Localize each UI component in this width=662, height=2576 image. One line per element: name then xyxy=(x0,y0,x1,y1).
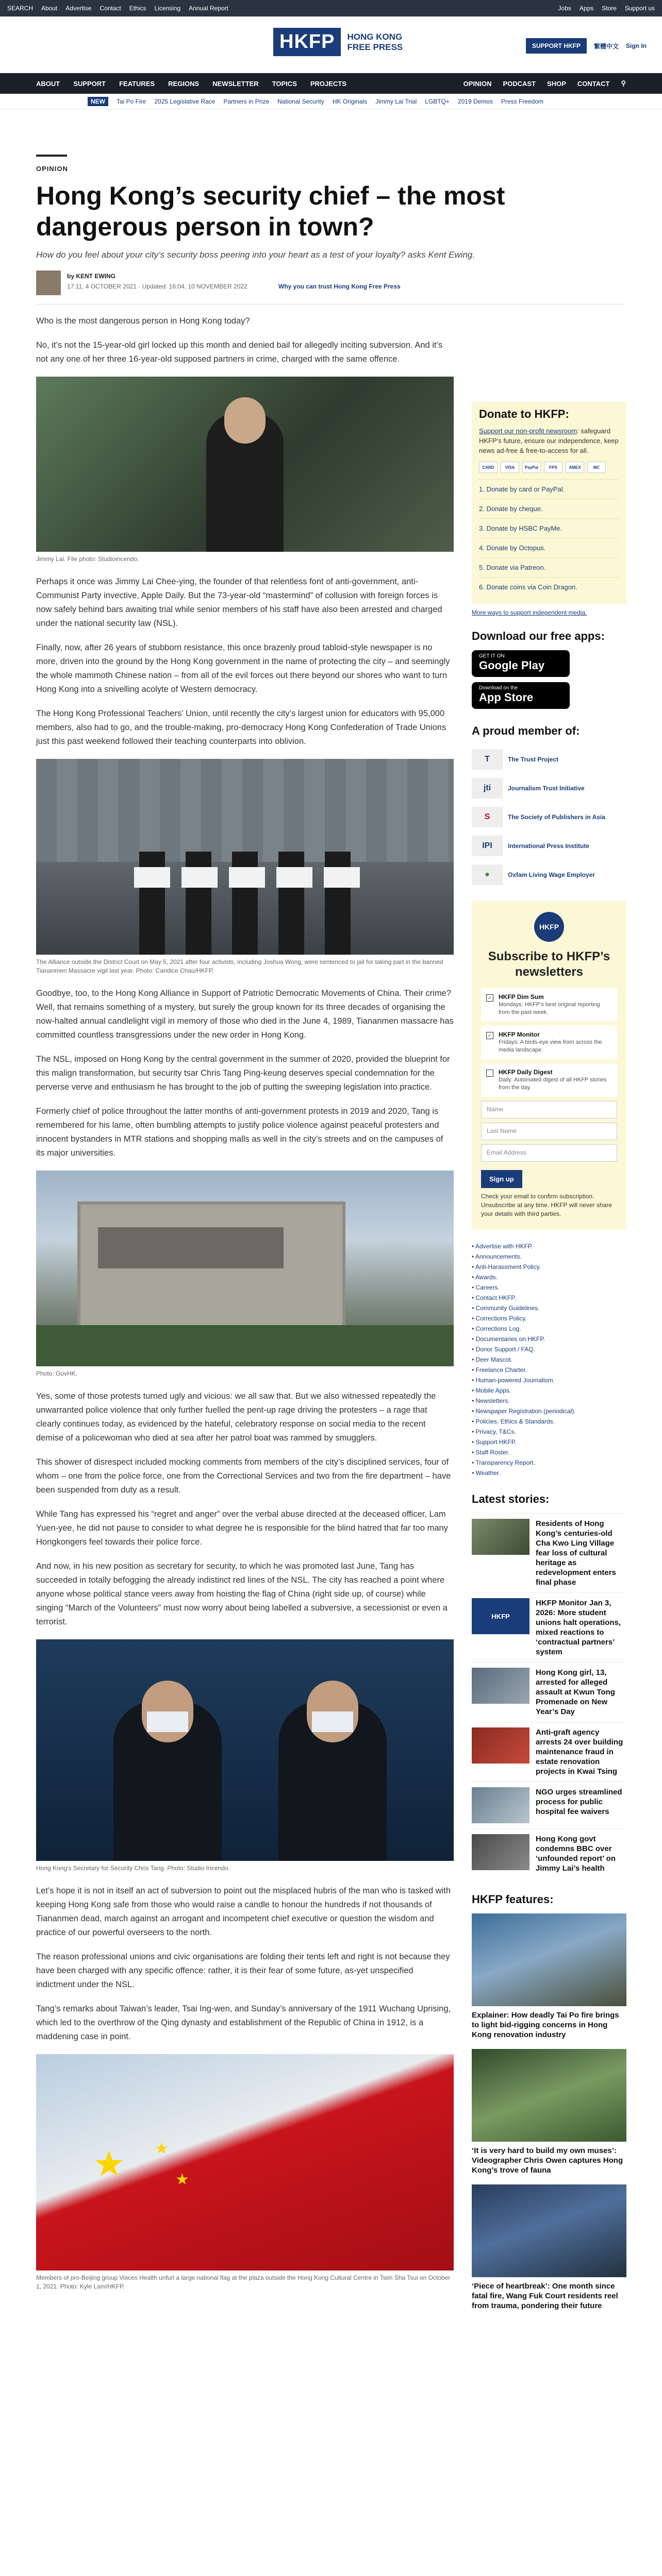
nav-item-regions[interactable]: REGIONS xyxy=(168,79,200,88)
payment-card-icon: CARD xyxy=(479,462,498,473)
caption: Hong Kong’s Secretary for Security Chris Tang. Photo: Studio Incendo. xyxy=(36,1865,230,1872)
donate-option[interactable]: 1. Donate by card or PayPal. xyxy=(479,479,619,499)
member-trust-project[interactable]: T The Trust Project xyxy=(472,745,626,774)
donate-option[interactable]: 3. Donate by HSBC PayMe. xyxy=(479,518,619,538)
trust-project-icon: T xyxy=(472,749,503,770)
top-link-advertise[interactable]: Advertise xyxy=(65,5,92,12)
logo-wordmark: HONG KONG FREE PRESS xyxy=(347,31,403,52)
donate-option[interactable]: 2. Donate by cheque. xyxy=(479,499,619,518)
story-thumb[interactable]: HKFP xyxy=(472,1598,529,1634)
subscribe-title: Subscribe to HKFP’s newsletters xyxy=(488,950,610,979)
site-link[interactable]: • Weather. xyxy=(472,1468,626,1478)
main-nav xyxy=(0,73,662,94)
site-link[interactable]: • Deer Mascot. xyxy=(472,1354,626,1365)
site-link[interactable]: • Freelance Charter. xyxy=(472,1365,626,1375)
photo-national-flag[interactable] xyxy=(36,2054,454,2270)
nav-item-podcast[interactable]: PODCAST xyxy=(503,79,536,88)
site-link[interactable]: • Corrections Policy. xyxy=(472,1313,626,1324)
top-link-support[interactable]: Support us xyxy=(624,5,655,12)
feature-image[interactable] xyxy=(472,2184,626,2277)
newsletter-option[interactable]: HKFP Daily Digest Daily: Automated digest of all HKFP stories from the day. xyxy=(481,1063,617,1097)
latest-story[interactable]: Hong Kong govt condemns BBC over ‘unfounded report’ on Jimmy Lai’s health xyxy=(472,1828,626,1878)
last-name-input[interactable]: Last Name xyxy=(481,1123,617,1140)
trending-link[interactable]: Jimmy Lai Trial xyxy=(375,98,417,105)
email-input[interactable]: Email Address xyxy=(481,1144,617,1162)
nav-item-shop[interactable]: SHOP xyxy=(547,79,566,88)
paragraph: Perhaps it once was Jimmy Lai Chee-ying, the founder of that relentless font of anti-government, anti-Communist Party invective, Apple Daily. But the 73-year-old “mastermind” of collusion with foreign forces is now safely behind bars awaiting trial while senior members of his staff have also been arrested and charged under the national security law (NSL). xyxy=(36,577,442,628)
nav-item-support[interactable]: SUPPORT xyxy=(73,79,106,88)
top-link-apps[interactable]: Apps xyxy=(579,5,594,12)
trust-link[interactable]: Why you can trust Hong Kong Free Press xyxy=(278,283,401,290)
logo-mark: HKFP xyxy=(273,28,341,56)
paragraph: Tang’s remarks about Taiwan’s leader, Tsai Ing-wen, and Sunday’s anniversary of the 1911 Wuchang Uprising, which led to the overthrow of the Qing dynasty and establishment of the Republic of China in 1912, is a maddening case in point. xyxy=(36,2004,451,2041)
feature-story[interactable]: ‘It is very hard to build my own muses’: Videographer Chris Owen captures Hong Kong’s trove of fauna xyxy=(472,2049,626,2175)
language-switch[interactable]: 繁體中文 xyxy=(593,42,619,50)
figure xyxy=(36,1171,454,1378)
nav-item-projects[interactable]: PROJECTS xyxy=(310,79,346,88)
paragraph: And now, in his new position as secretary for security, to which he was promoted last June, Tang has succeeded in totally befogging the already indistinct red lines of the NSL. The city has reached a point where anyone whose political stance veers away from hoisting the flag of China (right side up, of course) while singing “March of the Volunteers” must now worry about being labelled a subversive, a secessionist or even a terrorist. xyxy=(36,1562,448,1626)
trending-link[interactable]: 2025 Legislative Race xyxy=(154,98,216,105)
feature-image[interactable] xyxy=(472,2049,626,2142)
trending-link[interactable]: HK Originals xyxy=(332,98,368,105)
sidebar xyxy=(472,402,626,2320)
site-link[interactable]: • Staff Roster. xyxy=(472,1447,626,1458)
nav-item-newsletter[interactable]: NEWSLETTER xyxy=(212,79,259,88)
photo-chris-tang[interactable] xyxy=(36,1639,454,1861)
article-body xyxy=(36,314,454,2302)
top-link-search[interactable]: SEARCH xyxy=(7,5,34,12)
donate-title: Donate to HKFP: xyxy=(479,408,569,420)
caption: Jimmy Lai. File photo: Studioincendo. xyxy=(36,555,139,563)
checkbox[interactable] xyxy=(486,1070,493,1077)
site-link[interactable]: • Support HKFP. xyxy=(472,1437,626,1447)
paragraph: While Tang has expressed his “regret and anger” over the verbal abuse directed at the deceased officer, Lam Yuen-yee, he did not pause to consider to what degree he is responsible for the blind hatred that far too many Hongkongers feel towards their police force. xyxy=(36,1510,448,1547)
trending-link[interactable]: National Security xyxy=(277,98,324,105)
latest-story[interactable]: HKFP HKFP Monitor Jan 3, 2026: More student unions halt operations, mixed reactions to ‘contractual partners’ system xyxy=(472,1592,626,1662)
proud-title: A proud member of: xyxy=(472,724,580,737)
paragraph: Let’s hope it is not in itself an act of subversion to point out the misplaced hubris of the man who is tasked with keeping Hong Kong safe from those who would raise a candle to honour the hundreds if not thousands of Tiananmen dead, march against an arrogant and incompetent chief executive or question the wisdom and practice of our powerful overseers to the north. xyxy=(36,1886,451,1937)
subscribe-note: Check your email to confirm subscription. Unsubscribe at any time. HKFP will never share your details with third parties. xyxy=(481,1193,612,1217)
newsletter-option[interactable]: ✓ HKFP Monitor Fridays: A birds-eye view from across the media landscape. xyxy=(481,1026,617,1059)
nav-item-features[interactable]: FEATURES xyxy=(119,79,155,88)
author-avatar[interactable] xyxy=(36,270,61,295)
feature-story[interactable]: Explainer: How deadly Tai Po fire brings to light bid-rigging concerns in Hong Kong renovation industry xyxy=(472,1913,626,2040)
more-ways-link[interactable]: More ways to support independent media. xyxy=(472,609,587,616)
top-link-about[interactable]: About xyxy=(41,5,58,12)
paragraph: Goodbye, too, to the Hong Kong Alliance in Support of Patriotic Democratic Movements of China. Their crime? Well, that remains something of a mystery, but surely the group known for its three decades of organising the now-halted annual candlelight vigil in memory of those who died in the June 4, 1989, Tiananmen massacre has committed countless transgressions under the new order in Hong Kong. xyxy=(36,989,454,1040)
apps-title: Download our free apps: xyxy=(472,630,605,642)
donate-text: : safeguard HKFP’s future, ensure our independence, keep news ad-free & free-to-access for all. xyxy=(479,427,619,454)
paragraph: Yes, some of those protests turned ugly and vicious: we all saw that. But we also witnessed repeatedly the unwarranted police violence that only further fuelled the pent-up rage driving the protesters – a rage that clearly continues today, as evidenced by the hateful, celebratory response on social media to the recent demise of a policewoman who died at sea after her patrol boat was rammed by smugglers. xyxy=(36,1392,436,1443)
latest-story[interactable]: Residents of Hong Kong’s centuries-old Cha Kwo Ling Village fear loss of cultural heritage as redevelopment enters final phase xyxy=(472,1513,626,1592)
caption: The Alliance outside the District Court on May 5, 2021 after four activists, including Joshua Wong, were sentenced to jail for taking part in the banned Tiananmen Massacre vigil last year. Photo: Candice Chau/HKFP. xyxy=(36,958,443,974)
new-badge: NEW xyxy=(88,97,108,106)
feature-image[interactable] xyxy=(472,1913,626,2006)
paragraph: Finally, now, after 26 years of stubborn resistance, this once brazenly proud tabloid-style newspaper is no more, driven into the ground by the Hong Kong government in the name of protecting the city – and seemingly the whole mammoth Chinese nation – from all of the evil forces out there beyond our shores who want to turn Hong Kong into a snivelling acolyte of Western democracy. xyxy=(36,643,450,694)
figure xyxy=(36,1639,454,1873)
payment-methods xyxy=(479,462,619,473)
name-input[interactable]: Name xyxy=(481,1101,617,1118)
trending-link[interactable]: Partners in Prize xyxy=(223,98,270,105)
figure xyxy=(36,377,454,564)
member-sopa[interactable]: S The Society of Publishers in Asia xyxy=(472,803,626,832)
site-links xyxy=(472,1241,626,1478)
site-link[interactable]: • Donor Support / FAQ. xyxy=(472,1344,626,1354)
site-link[interactable]: • Policies, Ethics & Standards. xyxy=(472,1416,626,1427)
newsletter-signup xyxy=(472,901,626,1230)
latest-story[interactable]: Anti-graft agency arrests 24 over building maintenance fraud in estate renovation projects in Kwai Tsing xyxy=(472,1722,626,1782)
donate-box xyxy=(472,402,626,604)
site-link[interactable]: • Awards. xyxy=(472,1272,626,1282)
support-hkfp-button[interactable]: SUPPORT HKFP xyxy=(526,38,587,54)
hkfp-badge: HKFP xyxy=(534,912,564,942)
top-link-annual-report[interactable]: Annual Report xyxy=(189,5,228,12)
site-link[interactable]: • Newsletters. xyxy=(472,1396,626,1406)
nav-item-about[interactable]: ABOUT xyxy=(36,79,60,88)
newsletter-option[interactable]: ✓ HKFP Dim Sum Mondays: HKFP’s best original reporting from the past week. xyxy=(481,988,617,1022)
latest-title: Latest stories: xyxy=(472,1493,550,1505)
paragraph: This shower of disrespect included mocking comments from members of the city’s disciplined services, four of whom – one from the police force, one from the Correctional Services and two from the fire department – have been suspended from duty as a result. xyxy=(36,1458,451,1495)
donate-option[interactable]: 4. Donate by Octopus. xyxy=(479,538,619,557)
top-link-contact[interactable]: Contact xyxy=(100,5,121,12)
sopa-icon: S xyxy=(472,807,503,827)
top-link-licensing[interactable]: Licensing xyxy=(154,5,181,12)
nav-item-topics[interactable]: TOPICS xyxy=(272,79,297,88)
member-ipi[interactable]: IPI International Press Institute xyxy=(472,832,626,860)
top-link-jobs[interactable]: Jobs xyxy=(558,5,571,12)
donate-option[interactable]: 6. Donate coins via Coin Dragon. xyxy=(479,577,619,597)
fps-icon: FPS xyxy=(544,462,562,473)
paragraph: The Hong Kong Professional Teachers’ Union, until recently the city’s largest union for educators with 95,000 members, also had to go, and the trouble-making, pro-democracy Hong Kong Confederation of Trade Unions just this past weekend followed their teaching counterparts into oblivion. xyxy=(36,709,446,746)
app-store-button[interactable]: Download on the App Store xyxy=(472,682,570,709)
top-link-store[interactable]: Store xyxy=(602,5,617,12)
visa-icon: VISA xyxy=(501,462,519,473)
ipi-icon: IPI xyxy=(472,836,503,856)
masthead xyxy=(0,16,662,73)
paypal-icon: PayPal xyxy=(522,462,541,473)
site-link[interactable]: • Advertise with HKFP. xyxy=(472,1241,626,1251)
article-standfirst: How do you feel about your city’s security boss peering into your heart as a test of your loyalty? asks Kent Ewing. xyxy=(36,250,475,260)
amex-icon: AMEX xyxy=(566,462,584,473)
story-thumb[interactable] xyxy=(472,1519,529,1555)
sign-in-link[interactable]: Sign In xyxy=(626,42,647,49)
article-title: Hong Kong’s security chief – the most dangerous person in town? xyxy=(36,181,505,241)
feature-story[interactable]: ‘Piece of heartbreak’: One month since fatal fire, Wang Fuk Court residents reel from trauma, pondering their future xyxy=(472,2184,626,2311)
paragraph: Formerly chief of police throughout the latter months of anti-government protests in 2019 and 2020, Tang is remembered for his lame, often bumbling attempts to justify police violence against peaceful protesters and innocent bystanders in MTR stations and shopping malls as well in the city’s streets and on the campuses of its major universities. xyxy=(36,1107,443,1158)
author-name[interactable]: by KENT EWING xyxy=(67,273,116,280)
publish-date: 17:11, 4 OCTOBER 2021 · Updated: 16:04, 10 NOVEMBER 2022 xyxy=(67,283,247,290)
star-icon: ★ xyxy=(175,2171,189,2188)
latest-story[interactable]: NGO urges streamlined process for public hospital fee waivers xyxy=(472,1782,626,1828)
google-play-button[interactable]: GET IT ON Google Play xyxy=(472,650,570,677)
photo-alliance-activists[interactable] xyxy=(36,759,454,955)
oxfam-icon: ● xyxy=(472,865,503,885)
section-label[interactable]: OPINION xyxy=(36,165,68,173)
checkbox[interactable]: ✓ xyxy=(486,994,493,1002)
nav-item-contact[interactable]: CONTACT xyxy=(577,79,610,88)
site-link[interactable]: • Contact HKFP. xyxy=(472,1293,626,1303)
site-link[interactable]: • Mobile Apps. xyxy=(472,1385,626,1396)
search-icon[interactable]: ⚲ xyxy=(621,79,626,87)
trending-link[interactable]: 2019 Demos xyxy=(457,98,493,105)
site-link[interactable]: • Announcements. xyxy=(472,1251,626,1262)
mastercard-icon: MC xyxy=(587,462,606,473)
donate-link[interactable]: Support our non-profit newsroom xyxy=(479,427,577,435)
section-rule xyxy=(36,155,67,157)
caption: Members of pro-Beijing group Voices Health unfurl a large national flag at the plaza outside the Hong Kong Cultural Centre in Tsim Sha Tsui on October 1, 2021. Photo: Kyle Lam/HKFP. xyxy=(36,2274,451,2290)
latest-story[interactable]: Hong Kong girl, 13, arrested for alleged assault at Kwun Tong Promenade on New Year’s Day xyxy=(472,1662,626,1722)
figure xyxy=(36,759,454,975)
star-icon: ★ xyxy=(93,2144,125,2184)
checkbox[interactable]: ✓ xyxy=(486,1032,493,1039)
paragraph: The reason professional unions and civic organisations are folding their tents left and right is not because they have been charged with any specific offence: rather, it is their fear of some future, as-yet unspecified indictment under the NSL. xyxy=(36,1952,450,1989)
top-link-ethics[interactable]: Ethics xyxy=(129,5,146,12)
byline xyxy=(36,270,624,301)
jti-icon: jti xyxy=(472,778,503,799)
story-thumb[interactable] xyxy=(472,1668,529,1704)
site-link[interactable]: • Careers. xyxy=(472,1282,626,1293)
photo-government-building[interactable] xyxy=(36,1171,454,1366)
figure xyxy=(36,2054,454,2291)
member-oxfam[interactable]: ● Oxfam Living Wage Employer xyxy=(472,860,626,889)
site-link[interactable]: • Human-powered Journalism. xyxy=(472,1375,626,1385)
sign-up-button[interactable]: Sign up xyxy=(481,1170,522,1188)
trending-link[interactable]: Press Freedom xyxy=(501,98,543,105)
member-jti[interactable]: jti Journalism Trust Initiative xyxy=(472,774,626,803)
paragraph: Who is the most dangerous person in Hong Kong today? xyxy=(36,316,250,326)
site-link[interactable]: • Privacy, T&Cs. xyxy=(472,1427,626,1437)
donate-option[interactable]: 5. Donate via Patreon. xyxy=(479,557,619,577)
site-link[interactable]: • Anti-Harassment Policy. xyxy=(472,1262,626,1272)
site-link[interactable]: • Newspaper Registration (periodical). xyxy=(472,1406,626,1416)
site-link[interactable]: • Documentaries on HKFP. xyxy=(472,1334,626,1344)
star-icon: ★ xyxy=(155,2140,169,2157)
story-thumb[interactable] xyxy=(472,1787,529,1823)
trending-link[interactable]: LGBTQ+ xyxy=(425,98,450,105)
story-thumb[interactable] xyxy=(472,1727,529,1764)
photo-jimmy-lai[interactable] xyxy=(36,377,454,552)
site-link[interactable]: • Transparency Report. xyxy=(472,1458,626,1468)
trending-link[interactable]: Tai Po Fire xyxy=(117,98,146,105)
paragraph: No, it’s not the 15-year-old girl locked up this month and denied bail for allegedly inciting subversion. And it’s not any one of her three 16-year-old supposed partners in crime, charged with the same offence. xyxy=(36,341,443,364)
story-thumb[interactable] xyxy=(472,1834,529,1870)
trending-bar xyxy=(0,94,662,109)
caption: Photo: GovHK. xyxy=(36,1370,78,1377)
features-title: HKFP features: xyxy=(472,1893,554,1906)
nav-item-opinion[interactable]: OPINION xyxy=(463,79,492,88)
site-link[interactable]: • Community Guidelines. xyxy=(472,1303,626,1313)
site-link[interactable]: • Corrections Log. xyxy=(472,1324,626,1334)
site-logo[interactable] xyxy=(273,28,403,56)
paragraph: The NSL, imposed on Hong Kong by the central government in the summer of 2020, provided the blueprint for this malign transformation, but security tsar Chris Tang Ping-keung deserves special condemnation for the perverse verve and enthusiasm he has brought to the job of putting the sweeping legislation into practice. xyxy=(36,1055,450,1092)
top-bar xyxy=(0,0,662,16)
